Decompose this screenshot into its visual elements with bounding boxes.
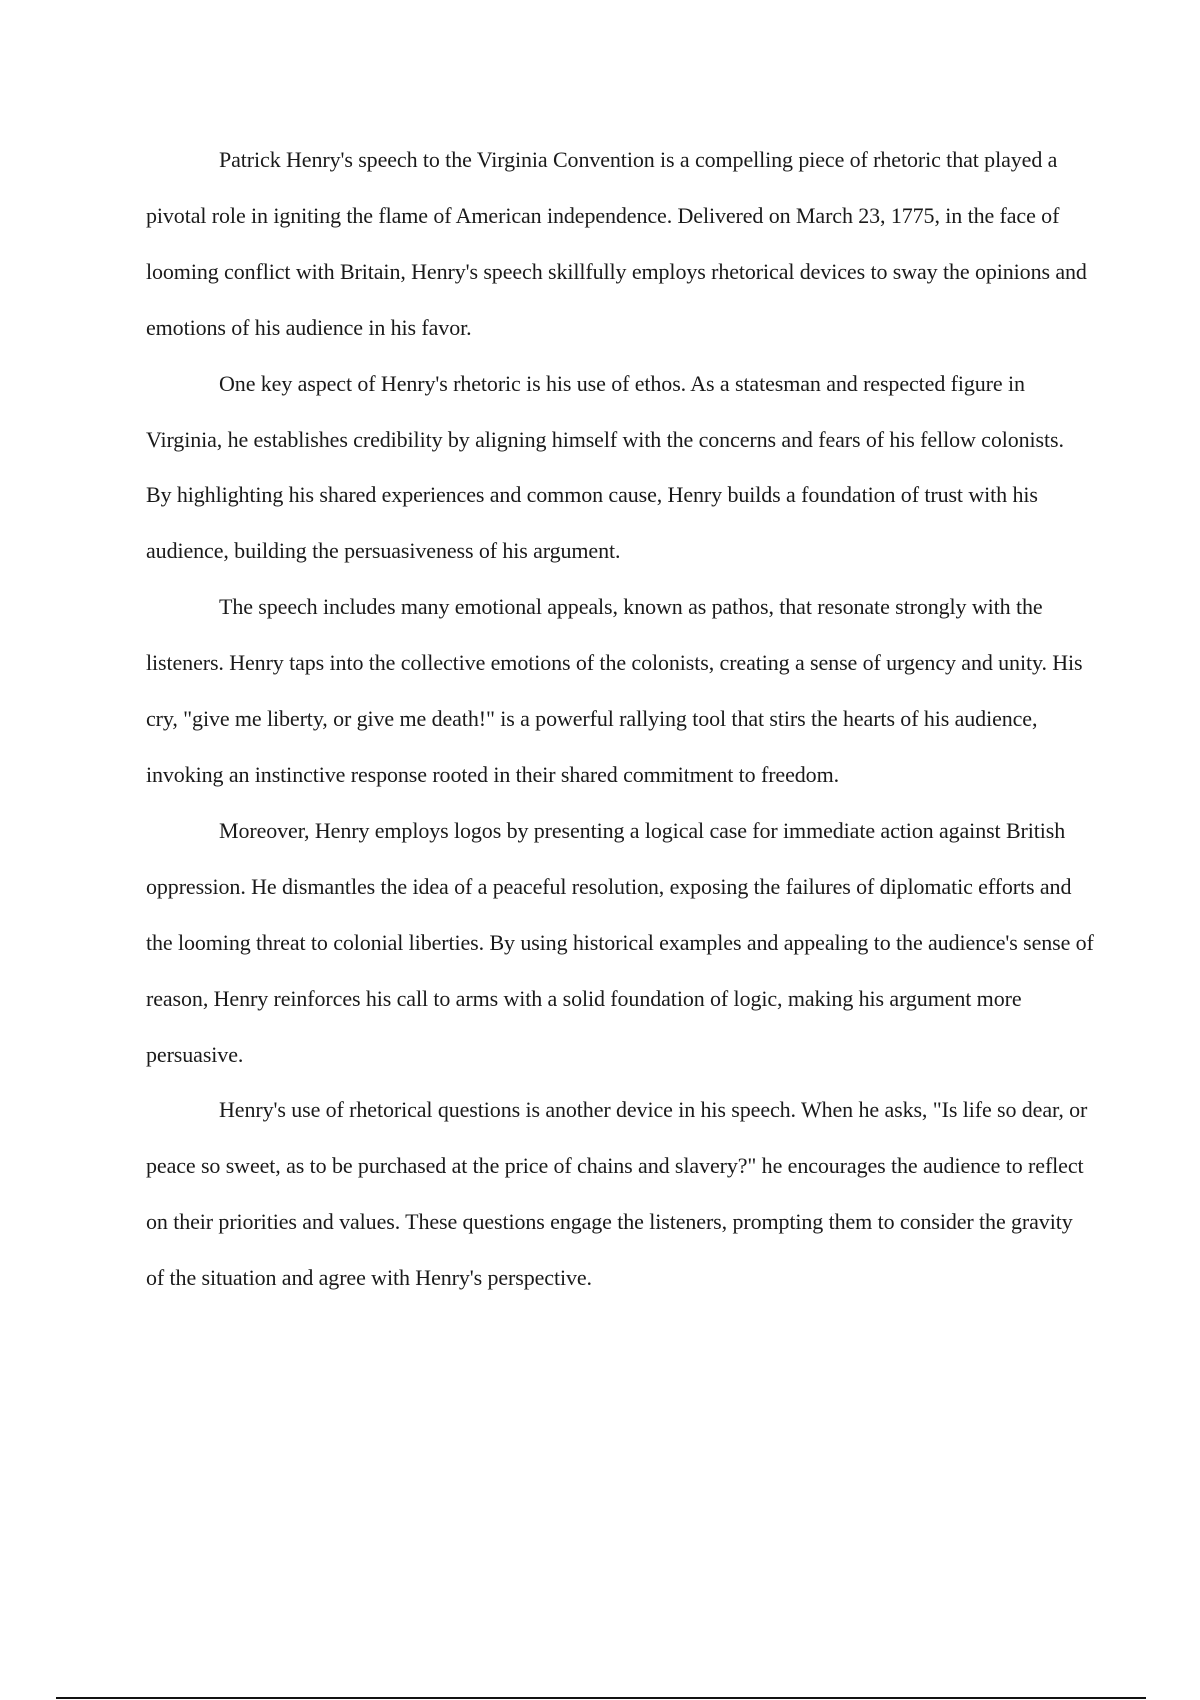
page-bottom-divider [56,1697,1146,1699]
paragraph-rhetorical-questions: Henry's use of rhetorical questions is another device in his speech. When he asks, "Is life so dear, or peace so sweet, as to be purchased at the price of chains and slavery?" he encourages the audience to reflect on their priorities and values. These questions engage the listeners, prompting them to consider the gravity of the situation and agree with Henry's perspective. [146,1097,1088,1291]
paragraph-logos: Moreover, Henry employs logos by presenting a logical case for immediate action against British oppression. He dismantles the idea of a peaceful resolution, exposing the failures of diplomatic efforts and the looming threat to colonial liberties. By using historical examples and appealing to the audience's sense of reason, Henry reinforces his call to arms with a solid foundation of logic, making his argument more persuasive. [146,817,1094,1067]
paragraph-ethos: One key aspect of Henry's rhetoric is his use of ethos. As a statesman and respected figure in Virginia, he establishes credibility by aligning himself with the concerns and fears of his fellow colonists. By highlighting his shared experiences and common cause, Henry builds a foundation of trust with his audience, building the persuasiveness of his argument. [146,370,1064,564]
essay-body [146,132,1094,1306]
paragraph-introduction: Patrick Henry's speech to the Virginia Convention is a compelling piece of rhetoric that played a pivotal role in igniting the flame of American independence. Delivered on March 23, 1775, in the face of looming conflict with Britain, Henry's speech skillfully employs rhetorical devices to sway the opinions and emotions of his audience in his favor. [146,147,1087,340]
paragraph-pathos: The speech includes many emotional appeals, known as pathos, that resonate strongly with the listeners. Henry taps into the collective emotions of the colonists, creating a sense of urgency and unity. His cry, "give me liberty, or give me death!" is a powerful rallying tool that stirs the hearts of his audience, invoking an instinctive response rooted in their shared commitment to freedom. [146,594,1083,787]
